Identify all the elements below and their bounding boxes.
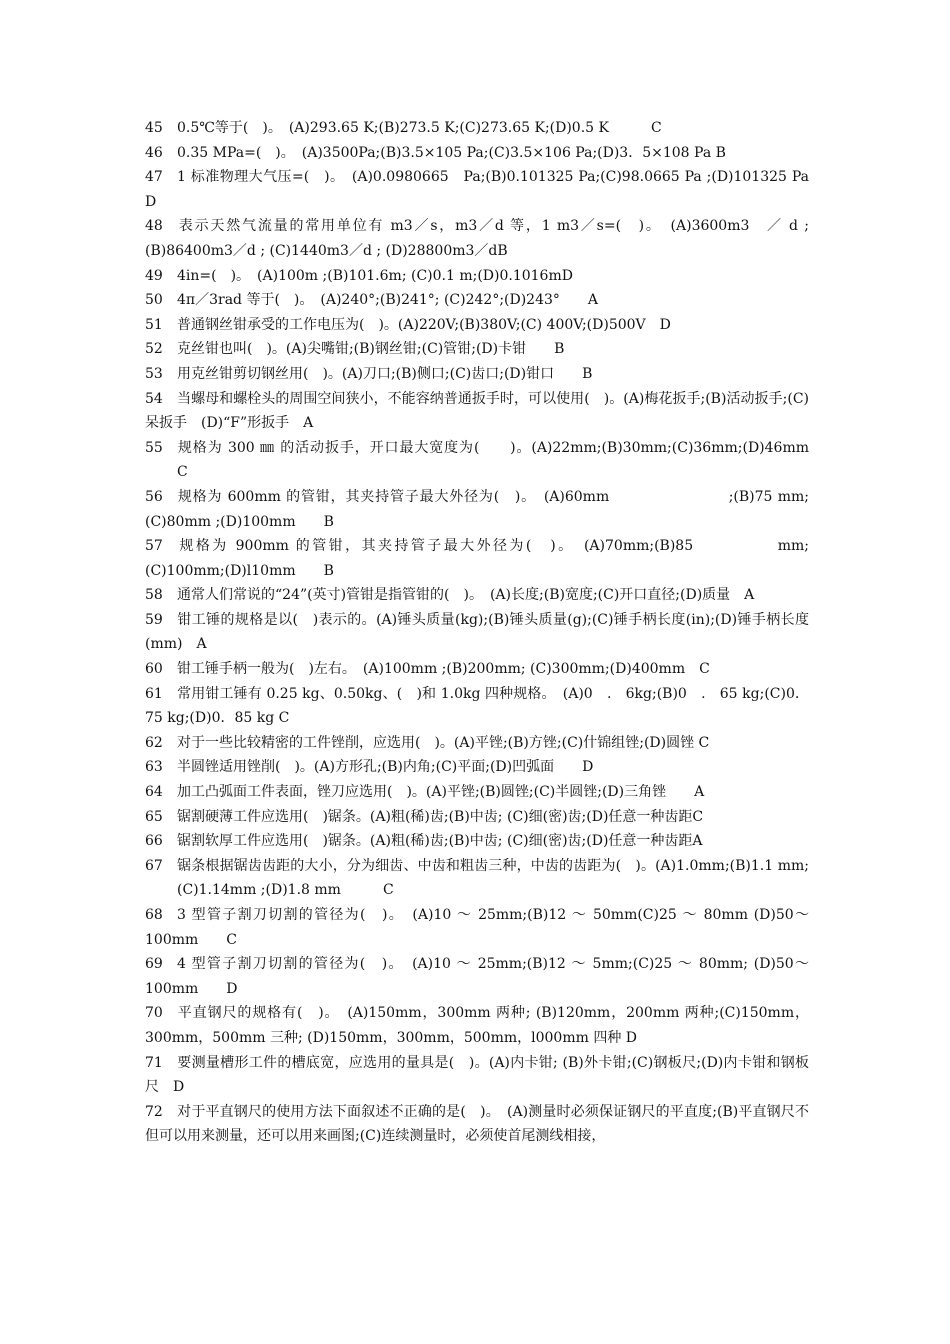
- question-number: 60: [145, 661, 163, 678]
- question-number: 62: [145, 734, 163, 751]
- question-52: [145, 337, 809, 362]
- question-number: 54: [145, 390, 163, 407]
- question-48: [145, 214, 809, 263]
- question-text: 钳工锤的规格是以( )表示的。(A)锤头质量(kg);(B)锤头质量(g);(C)锤手柄长度(in);(D)锤手柄长度(mm) A: [145, 611, 809, 653]
- question-number: 67: [145, 857, 163, 874]
- question-text: 普通钢丝钳承受的工作电压为( )。(A)220V;(B)380V;(C) 400V;(D)500V D: [177, 316, 671, 333]
- question-text: 0.35 MPa=( )。 (A)3500Pa;(B)3.5×105 Pa;(C)3.5×106 Pa;(D)3．5×108 Pa B: [177, 144, 726, 161]
- question-text: 通常人们常说的“24”(英寸)管钳是指管钳的( )。 (A)长度;(B)宽度;(C)开口直径;(D)质量 A: [177, 587, 755, 604]
- question-number: 72: [145, 1103, 163, 1120]
- question-text: 4in=( )。 (A)100m ;(B)101.6m; (C)0.1 m;(D)0.1016mD: [177, 267, 573, 284]
- question-number: 56: [145, 488, 163, 505]
- question-number: 50: [145, 292, 163, 309]
- question-67: [145, 854, 809, 903]
- question-45: [145, 116, 809, 141]
- question-47: [145, 165, 823, 214]
- question-number: 55: [145, 439, 163, 456]
- question-number: 46: [145, 144, 163, 161]
- question-text: 规格为 900mm 的管钳，其夹持管子最大外径为( )。 (A)70mm;(B)85 mm; (C)100mm;(D)l10mm B: [145, 538, 809, 579]
- question-text: 克丝钳也叫( )。(A)尖嘴钳;(B)钢丝钳;(C)管钳;(D)卡钳 B: [177, 341, 565, 358]
- question-72: [145, 1100, 809, 1149]
- question-number: 51: [145, 316, 163, 333]
- question-64: [145, 780, 809, 805]
- question-60: [145, 657, 809, 682]
- question-text: 0.5℃等于( )。 (A)293.65 K;(B)273.5 K;(C)273.65 K;(D)0.5 K C: [177, 120, 662, 136]
- question-text: 规格为 300 ㎜ 的活动扳手，开口最大宽度为( )。(A)22mm;(B)30mm;(C)36mm;(D)46mm C: [177, 439, 823, 481]
- question-text: 4π／3rad 等于( )。 (A)240°;(B)241°; (C)242°;(D)243° A: [177, 292, 599, 309]
- question-46: [145, 141, 809, 166]
- question-text: 锯条根据锯齿齿距的大小，分为细齿、中齿和粗齿三种，中齿的齿距为( )。(A)1.0mm;(B)1.1 mm; (C)1.14mm ;(D)1.8 mm C: [177, 857, 809, 899]
- question-number: 66: [145, 833, 163, 850]
- question-number: 47: [145, 169, 163, 186]
- question-number: 68: [145, 907, 163, 923]
- question-number: 59: [145, 611, 163, 628]
- question-number: 57: [145, 538, 163, 555]
- question-61: [145, 682, 809, 731]
- question-number: 61: [145, 685, 163, 702]
- question-59: [145, 608, 809, 657]
- question-number: 58: [145, 587, 163, 604]
- question-text: 加工凸弧面工件表面，锉刀应选用( )。(A)平锉;(B)圆锉;(C)半圆锉;(D)三角锉 A: [177, 784, 705, 801]
- question-number: 63: [145, 759, 163, 776]
- question-text: 用克丝钳剪切钢丝用( )。(A)刀口;(B)侧口;(C)齿口;(D)钳口 B: [177, 365, 593, 382]
- question-71: [145, 1051, 809, 1100]
- question-number: 69: [145, 956, 163, 973]
- question-text: 对于平直钢尺的使用方法下面叙述不正确的是( )。 (A)测量时必须保证钢尺的平直度;(B)平直钢尺不但可以用来测量，还可以用来画图;(C)连续测量时，必须使首尾测线相接，: [145, 1103, 809, 1145]
- question-53: [145, 362, 809, 387]
- question-text: 锯割硬薄工件应选用( )锯条。(A)粗(稀)齿;(B)中齿; (C)细(密)齿;(D)任意一种齿距C: [177, 808, 704, 825]
- question-number: 71: [145, 1054, 163, 1071]
- question-text: 钳工锤手柄一般为( )左右。 (A)100mm ;(B)200mm; (C)300mm;(D)400mm C: [177, 661, 710, 678]
- question-number: 45: [145, 120, 163, 136]
- question-text: 4 型管子割刀切割的管径为( )。 (A)10 ～ 25mm;(B)12 ～ 5mm;(C)25 ～ 80mm; (D)50～100mm D: [145, 956, 809, 997]
- question-text: 半圆锉适用锉削( )。(A)方形孔;(B)内角;(C)平面;(D)凹弧面 D: [177, 759, 594, 776]
- question-63: [145, 755, 809, 780]
- question-text: 表示天然气流量的常用单位有 m3／s，m3／d 等，1 m3／s=( )。 (A)3600m3 ／ d ;(B)86400m3／d ; (C)1440m3／d ; (D)28800m3／dB: [145, 218, 809, 259]
- question-69: [145, 952, 809, 1001]
- question-55: [145, 436, 823, 485]
- question-text: 3 型管子割刀切割的管径为( )。 (A)10 ～ 25mm;(B)12 ～ 50mm(C)25 ～ 80mm (D)50～100mm C: [145, 907, 809, 948]
- question-text: 对于一些比较精密的工件锉削，应选用( )。(A)平锉;(B)方锉;(C)什锦组锉;(D)圆锉 C: [177, 734, 710, 751]
- question-list: [145, 116, 823, 1149]
- question-58: [145, 583, 809, 608]
- question-70: [145, 1001, 809, 1050]
- question-68: [145, 903, 809, 952]
- question-text: 当螺母和螺栓头的周围空间狭小，不能容纳普通扳手时，可以使用( )。(A)梅花扳手;(B)活动扳手;(C)呆扳手 (D)“F”形扳手 A: [145, 390, 809, 432]
- question-51: [145, 313, 809, 338]
- question-number: 53: [145, 365, 163, 382]
- question-62: [145, 731, 809, 756]
- question-56: [145, 485, 809, 534]
- question-65: [145, 805, 809, 830]
- question-text: 锯割软厚工件应选用( )锯条。(A)粗(稀)齿;(B)中齿; (C)细(密)齿;(D)任意一种齿距A: [177, 833, 703, 850]
- question-text: 1 标准物理大气压=( )。 (A)0.0980665 Pa;(B)0.101325 Pa;(C)98.0665 Pa ;(D)101325 Pa D: [145, 169, 823, 210]
- question-49: [145, 264, 809, 289]
- question-number: 70: [145, 1005, 163, 1022]
- question-number: 64: [145, 784, 163, 801]
- question-number: 52: [145, 341, 163, 358]
- question-54: [145, 387, 809, 436]
- question-57: [145, 534, 809, 583]
- question-number: 48: [145, 218, 163, 235]
- question-text: 规格为 600mm 的管钳，其夹持管子最大外径为( )。 (A)60mm ;(B)75 mm;(C)80mm ;(D)100mm B: [145, 488, 809, 530]
- question-text: 常用钳工锤有 0.25 kg、0.50kg、( )和 1.0kg 四种规格。 (A)0 . 6kg;(B)0 . 65 kg;(C)0．75 kg;(D)0．85 kg C: [145, 685, 809, 727]
- question-50: [145, 288, 809, 313]
- question-66: [145, 829, 809, 854]
- question-number: 49: [145, 267, 163, 284]
- question-text: 要测量槽形工件的槽底宽，应选用的量具是( )。(A)内卡钳; (B)外卡钳;(C)钢板尺;(D)内卡钳和钢板尺 D: [145, 1054, 809, 1096]
- question-number: 65: [145, 808, 163, 825]
- question-text: 平直钢尺的规格有( )。 (A)150mm，300mm 两种; (B)120mm，200mm 两种;(C)150mm，300mm，500mm 三种; (D)150mm，300mm，500mm，l000mm 四种 D: [145, 1005, 809, 1046]
